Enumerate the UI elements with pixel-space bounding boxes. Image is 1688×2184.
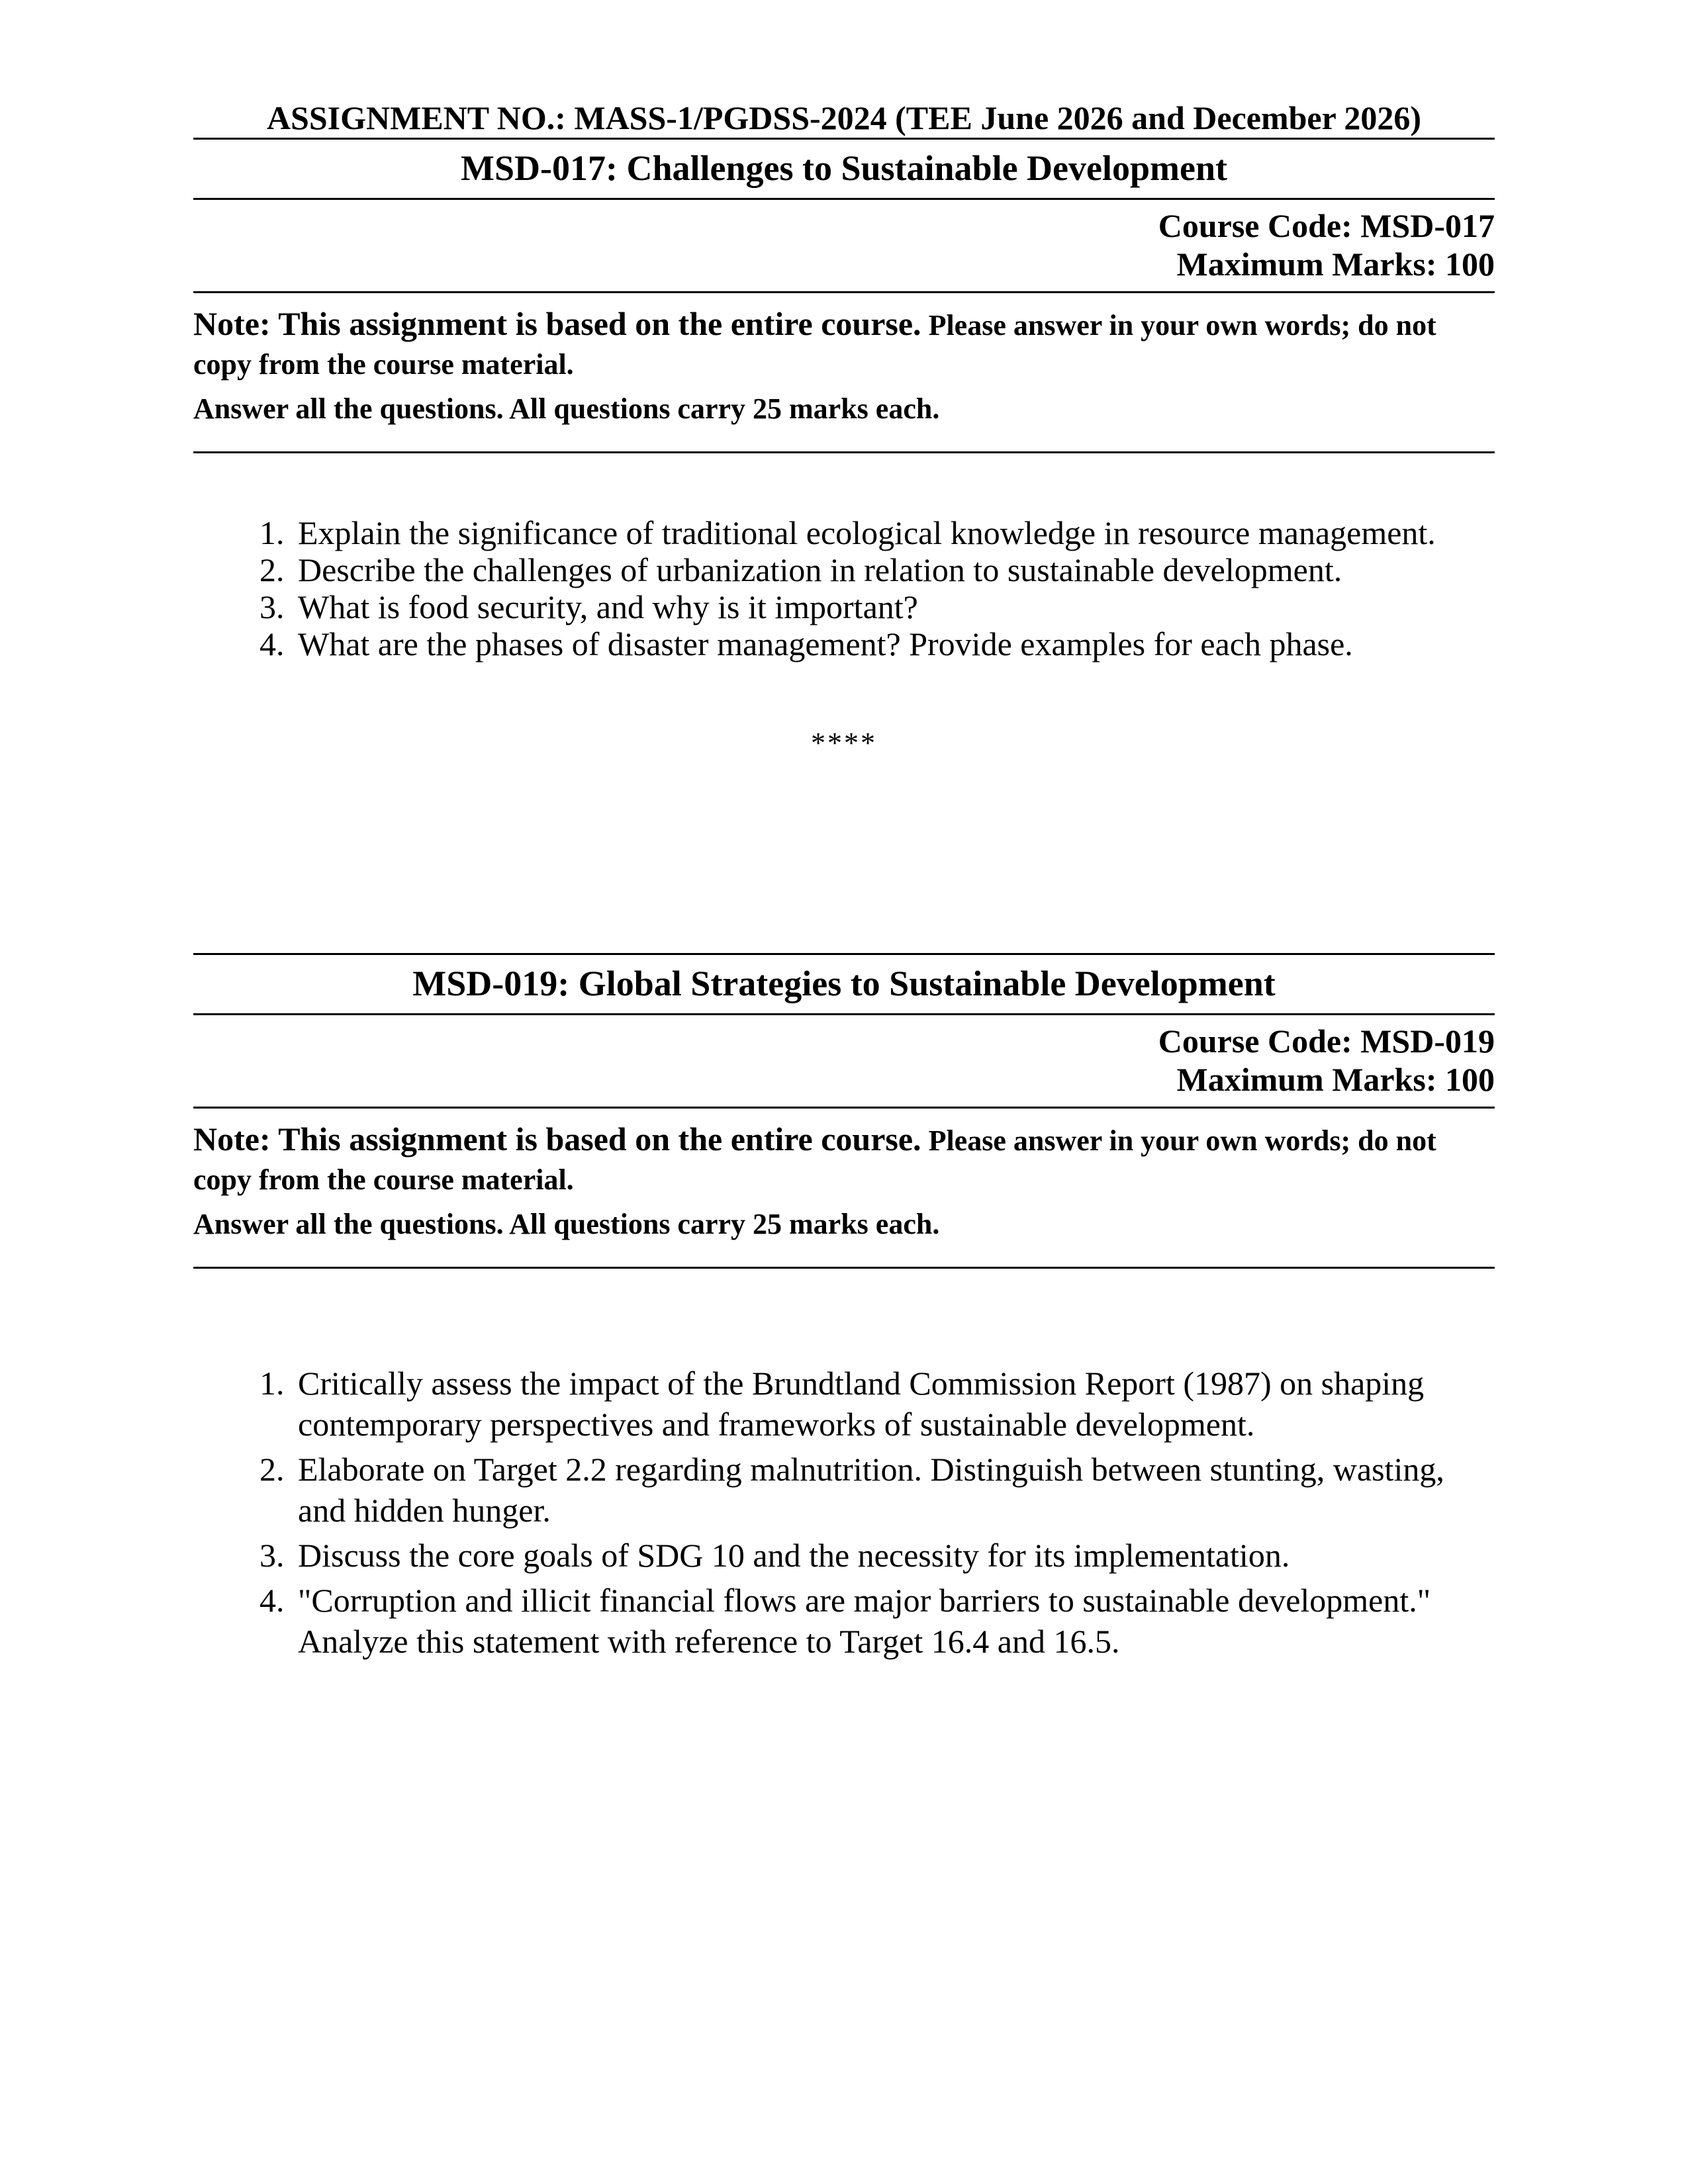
course-code: Course Code: MSD-019 [1158,1023,1495,1060]
note-lead-text: Note: This assignment is based on the entire course. [193,304,921,342]
note-rest-text: Please answer in your own words; do not copy from the course material. [193,308,1436,381]
note-answer-text: Answer all the questions. All questions carry 25 marks each. [193,392,940,425]
section-msd-019 [193,953,1495,1662]
note-line [193,302,1495,383]
divider [193,138,1495,140]
question-item: 4. "Corruption and illicit financial flows are major barriers to sustainable development." Analyze this statement with reference to Target 16.4 and 16.5. [293,1580,1495,1662]
course-meta [193,1015,1495,1107]
course-meta [193,200,1495,291]
note-block [193,293,1495,434]
section-msd-017 [193,138,1495,662]
section-title: MSD-019: Global Strategies to Sustainable Development [412,963,1276,1003]
course-code: Course Code: MSD-017 [1158,206,1495,244]
maximum-marks: Maximum Marks: 100 [1176,1061,1495,1099]
question-item: 1. Explain the significance of traditional ecological knowledge in resource management. [293,514,1495,551]
maximum-marks: Maximum Marks: 100 [1176,245,1495,283]
note-block [193,1109,1495,1250]
question-item: 1. Critically assess the impact of the Brundtland Commission Report (1987) on shaping contemporary perspectives and frameworks of sustainable development. [293,1363,1495,1445]
divider [193,451,1495,453]
question-item: 4. What are the phases of disaster management? Provide examples for each phase. [293,625,1495,662]
note-line [193,1118,1495,1199]
assignment-header: ASSIGNMENT NO.: MASS-1/PGDSS-2024 (TEE June 2026 and December 2026) [266,99,1422,136]
question-item: 2. Describe the challenges of urbanization in relation to sustainable development. [293,551,1495,588]
question-item: 3. What is food security, and why is it important? [293,588,1495,625]
question-item: 3. Discuss the core goals of SDG 10 and the necessity for its implementation. [293,1535,1495,1576]
question-list [193,514,1495,662]
note-answer-text: Answer all the questions. All questions carry 25 marks each. [193,1208,940,1241]
note-lead-text: Note: This assignment is based on the entire course. [193,1120,921,1158]
question-list [193,1363,1495,1662]
divider [193,1267,1495,1269]
divider [193,953,1495,955]
note-rest-text: Please answer in your own words; do not copy from the course material. [193,1124,1436,1197]
section-title: MSD-017: Challenges to Sustainable Development [461,148,1227,188]
section-separator: **** [811,726,877,759]
question-item: 2. Elaborate on Target 2.2 regarding malnutrition. Distinguish between stunting, wasting, and hidden hunger. [293,1449,1495,1531]
